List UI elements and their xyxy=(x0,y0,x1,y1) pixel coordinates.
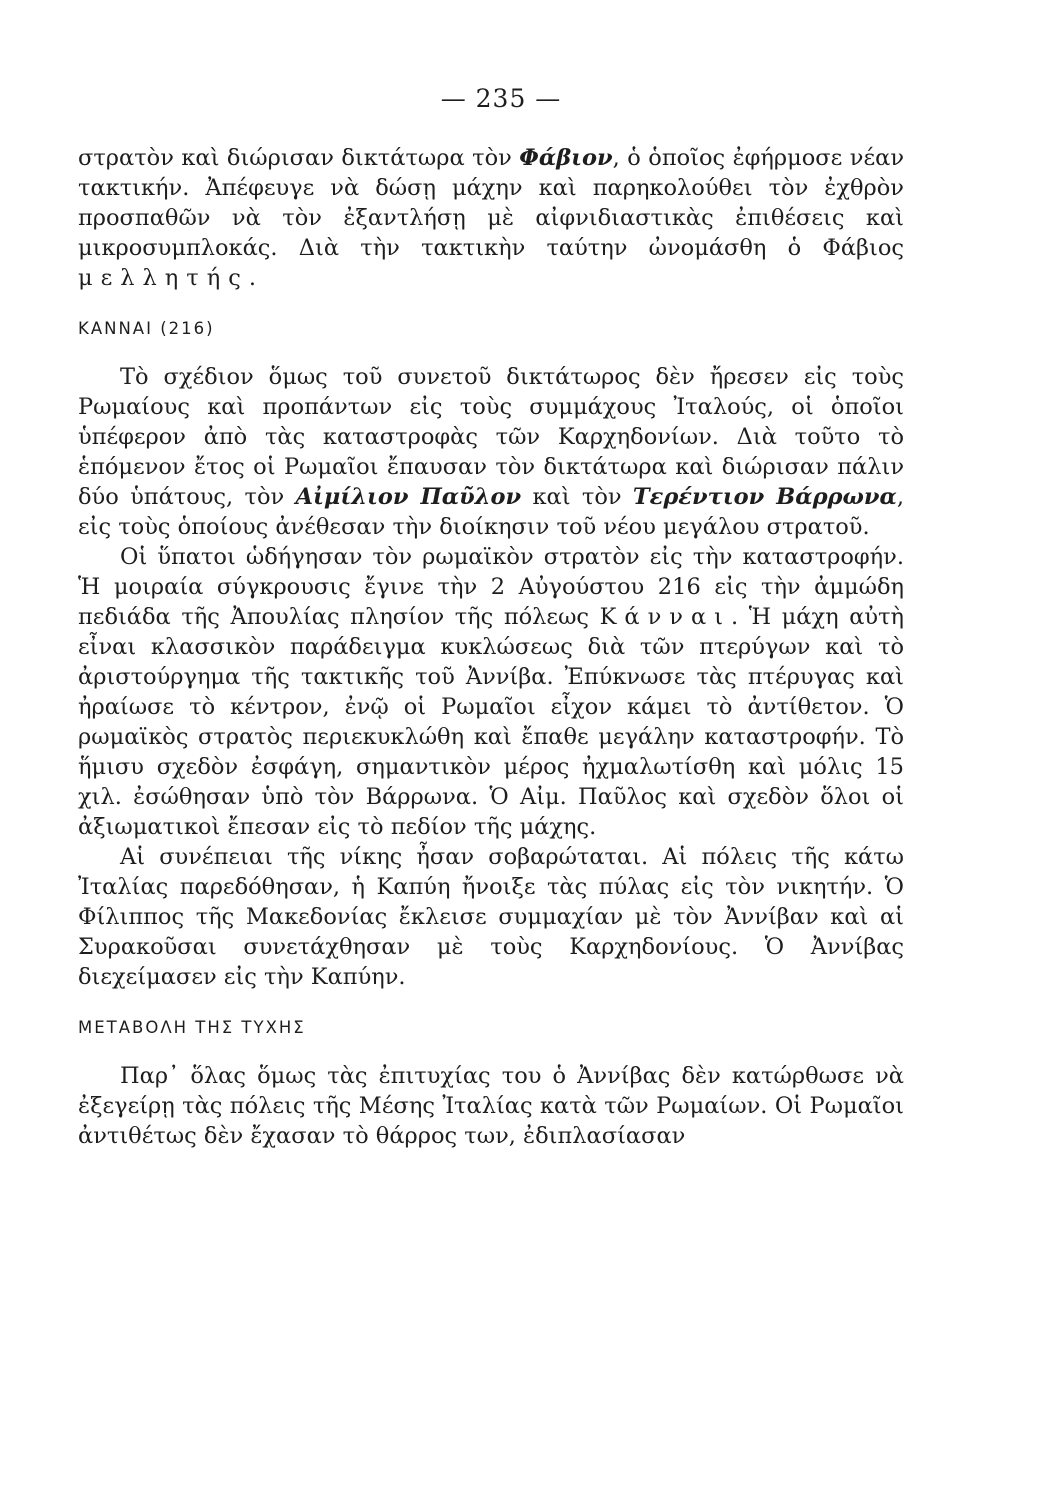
heading-kannai: ΚΑΝΝΑΙ (216) xyxy=(78,319,215,338)
metavoli-paragraph-1: Παρ᾽ ὅλας ὅμως τὰς ἐπιτυχίας του ὁ Ἀννίβας δὲν κατώρθωσε νὰ ἐξεγείρῃ τὰς πόλεις τῆς Μέσης Ἰταλίας κατὰ τῶν Ρωμαίων. Οἱ Ρωμαῖοι ἀντιθέτως δὲν ἔχασαν τὸ θάρρος των, ἐδιπλασίασαν xyxy=(78,1063,904,1149)
kannai-p1-text-3: , εἰς τοὺς ὁποίους ἀνέθεσαν τὴν διοίκησιν τοῦ νέου μεγάλου στρατοῦ. xyxy=(78,484,905,540)
name-terentios-varron: Τερέντιον Βάρρωνα xyxy=(632,484,897,510)
kannai-p2-text-1: Οἱ ὕπατοι ὡδήγησαν τὸν ρωμαϊκὸν στρατὸν εἰς τὴν καταστροφήν. Ἡ μοιραία σύγκρουσις ἔγινε τὴν 2 Αὐγούστου 216 εἰς τὴν ἀμμώδη πεδιάδα τῆς Ἀπουλίας πλησίον τῆς πόλεως xyxy=(78,544,904,630)
kannai-p1-text-2: καὶ τὸν xyxy=(521,484,633,510)
book-page xyxy=(78,84,904,1151)
kannai-p1-text-1: Τὸ σχέδιον ὅμως τοῦ συνετοῦ δικτάτωρος δὲν ἤρεσεν εἰς τοὺς Ρωμαίους καὶ προπάντων εἰς τοὺς συμμάχους Ἰταλούς, οἱ ὁποῖοι ὑπέφερον ἀπὸ τὰς καταστροφὰς τῶν Καρχηδονίων. Διὰ τοῦτο τὸ ἑπόμενον ἔτος οἱ Ρωμαῖοι ἔπαυσαν τὸν δικτάτωρα καὶ διώρισαν πάλιν δύο ὑπάτους, τὸν xyxy=(78,364,904,510)
kannai-paragraph-2 xyxy=(78,542,904,842)
intro-text-3: . xyxy=(248,265,256,291)
kannai-paragraph-1 xyxy=(78,362,904,542)
kannai-paragraph-3: Αἱ συνέπειαι τῆς νίκης ἦσαν σοβαρώταται. Αἱ πόλεις τῆς κάτω Ἰταλίας παρεδόθησαν, ἡ Καπύη ἤνοιξε τὰς πύλας εἰς τὸν νικητήν. Ὁ Φίλιππος τῆς Μακεδονίας ἔκλεισε συμμαχίαν μὲ τὸν Ἀννίβαν καὶ αἱ Συρακοῦσαι συνετάχθησαν μὲ τοὺς Καρχηδονίους. Ὁ Ἀννίβας διεχείμασεν εἰς τὴν Καπύην. xyxy=(78,844,904,990)
place-kannai: Κάνναι xyxy=(599,604,732,630)
name-fabios: Φάβιον xyxy=(519,145,613,171)
intro-text-1: στρατὸν καὶ διώρισαν δικτάτωρα τὸν xyxy=(78,145,520,171)
kannai-p2-text-2: . Ἡ μάχη αὐτὴ εἶναι κλασσικὸν παράδειγμα κυκλώσεως διὰ τῶν πτερύγων καὶ τὸ ἀριστούργημα τῆς τακτικῆς τοῦ Ἀννίβα. Ἐπύκνωσε τὰς πτέρυγας καὶ ἠραίωσε τὸ κέντρον, ἐνῷ οἱ Ρωμαῖοι εἶχον κάμει τὸ ἀντίθετον. Ὁ ρωμαϊκὸς στρατὸς περιεκυκλώθη καὶ ἔπαθε μεγάλην καταστροφήν. Τὸ ἥμισυ σχεδὸν ἐσφάγη, σημαντικὸν μέρος ἠχμαλωτίσθη καὶ μόλις 15 χιλ. ἐσώθησαν ὑπὸ τὸν Βάρρωνα. Ὁ Αἰμ. Παῦλος καὶ σχεδὸν ὅλοι οἱ ἀξιωματικοὶ ἔπεσαν εἰς τὸ πεδίον τῆς μάχης. xyxy=(78,604,904,840)
page-number: — 235 — xyxy=(440,84,562,113)
intro-paragraph xyxy=(78,143,904,293)
name-aimilios-paulos: Αἰμίλιον Παῦλον xyxy=(295,484,522,510)
heading-metavoli: ΜΕΤΑΒΟΛΗ ΤΗΣ ΤΥΧΗΣ xyxy=(78,1018,306,1037)
term-meletitis: μελλητής xyxy=(78,265,249,291)
intro-text-2: , ὁ ὁποῖος ἐφήρμοσε νέαν τακτικήν. Ἀπέφευγε νὰ δώσῃ μάχην καὶ παρηκολούθει τὸν ἐχθρὸν προσπαθῶν νὰ τὸν ἐξαντλήσῃ μὲ αἰφνιδιαστικὰς ἐπιθέσεις καὶ μικροσυμπλοκάς. Διὰ τὴν τακτικὴν ταύτην ὠνομάσθη ὁ Φάβιος xyxy=(78,145,904,261)
